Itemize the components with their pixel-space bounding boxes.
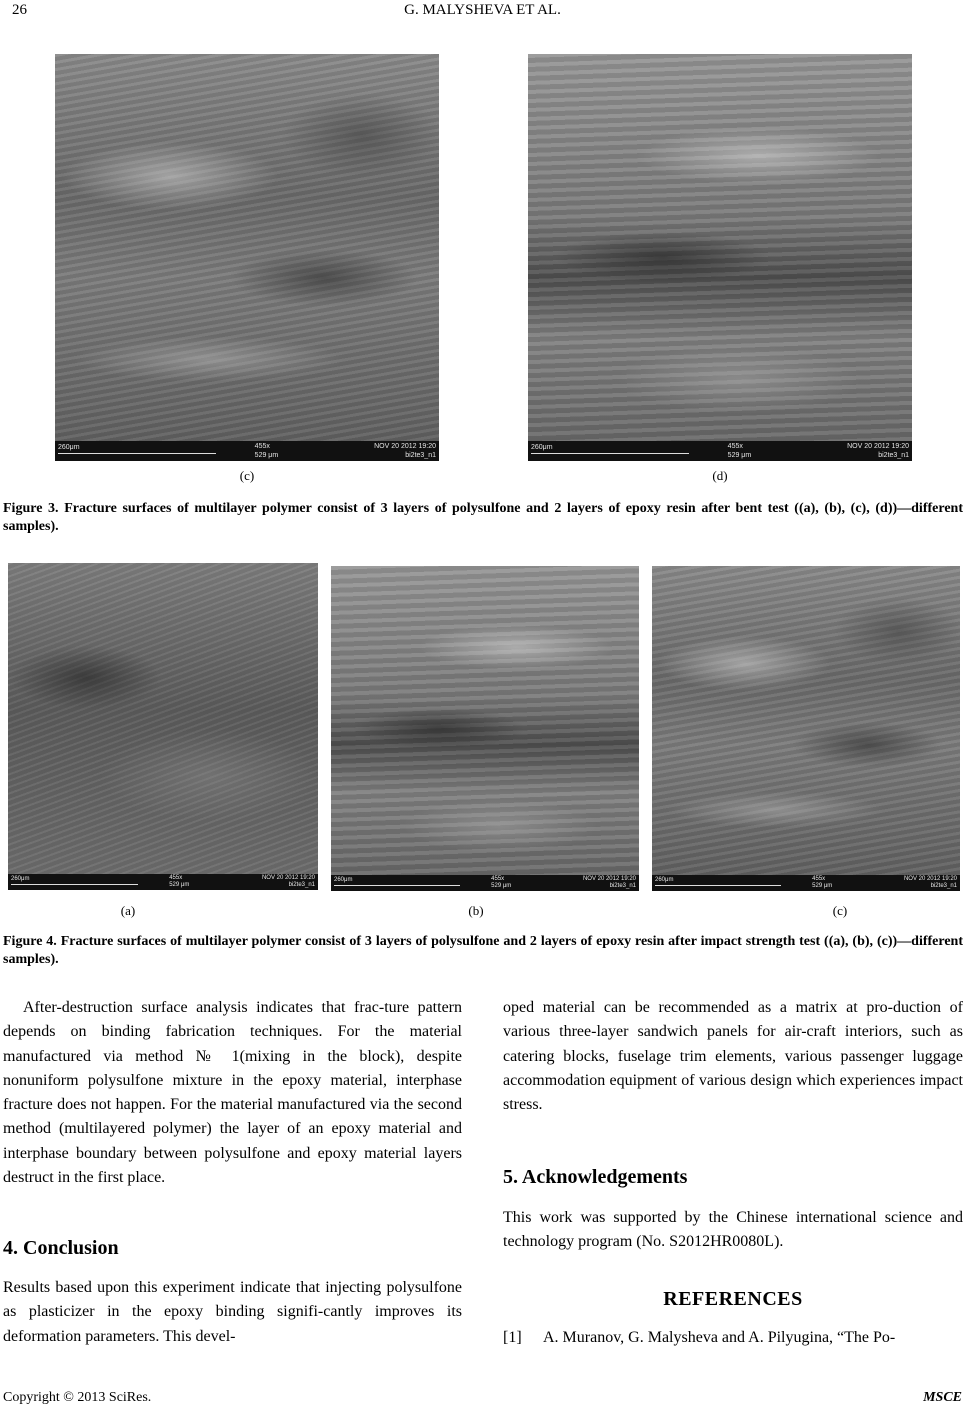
figure4-label-a: (a)	[120, 903, 136, 918]
figure3-panel-d-micrograph	[528, 54, 912, 461]
page-number: 26	[12, 2, 27, 18]
section-heading-conclusion: 4. Conclusion	[3, 1237, 119, 1259]
footer-copyright: Copyright © 2013 SciRes.	[3, 1390, 152, 1405]
section-heading-acknowledgements: 5. Acknowledgements	[503, 1166, 688, 1188]
figure4-label-c: (c)	[832, 903, 848, 918]
sem-info-bar: 260μm 455x 529 μm NOV 20 2012 19:20 bi2te3_n1	[528, 441, 912, 461]
paragraph-results: After-destruction surface analysis indicates that frac-ture pattern depends on binding fabrication techniques. For the material manufactured via method № 1(mixing in the block), despite nonuniform polysulfone mixture in the epoxy material, interphase fracture does not happen. For the material manufactured via the second method (multilayered polymer) the layer of an epoxy material and interphase boundary between polysulfone and epoxy material layers destruct in the first place.	[3, 999, 462, 1187]
running-title: G. MALYSHEVA ET AL.	[404, 2, 561, 18]
sem-info-bar: 260μm 455x 529 μm NOV 20 2012 19:20 bi2te3_n1	[652, 875, 960, 891]
sem-info-bar: 260μm 455x 529 μm NOV 20 2012 19:20 bi2te3_n1	[8, 874, 318, 890]
reference-number: [1]	[503, 1329, 522, 1346]
figure3-label-c: (c)	[239, 468, 255, 483]
paragraph-conclusion-continued: oped material can be recommended as a matrix at pro-duction of various three-layer sandwich panels for air-craft interiors, such as catering blocks, fuselage trim elements, various passenger luggage accommodation equipment of various design which experiences impact stress.	[503, 999, 963, 1114]
figure4-caption: Figure 4. Fracture surfaces of multilayer polymer consist of 3 layers of polysulfone and 2 layers of epoxy resin after impact strength test ((a), (b), (c))—different samples).	[3, 934, 963, 967]
figure4-panel-c-micrograph	[652, 566, 960, 891]
figure3-label-d: (d)	[712, 468, 728, 483]
sem-info-bar: 260μm 455x 529 μm NOV 20 2012 19:20 bi2te3_n1	[331, 875, 639, 891]
figure3-panel-c-micrograph	[55, 54, 439, 461]
footer-journal: MSCE	[923, 1390, 962, 1405]
figure3-caption: Figure 3. Fracture surfaces of multilayer polymer consist of 3 layers of polysulfone and 2 layers of epoxy resin after bent test ((a), (b), (c), (d))—different samples).	[3, 501, 963, 534]
sem-info-bar: 260μm 455x 529 μm NOV 20 2012 19:20 bi2te3_n1	[55, 441, 439, 461]
paragraph-conclusion: Results based upon this experiment indicate that injecting polysulfone as plasticizer in the epoxy binding signifi-cantly improves its deformation parameters. This devel-	[3, 1279, 462, 1345]
reference-text: A. Muranov, G. Malysheva and A. Pilyugina, “The Po-	[543, 1329, 896, 1346]
references-heading: REFERENCES	[663, 1288, 803, 1310]
figure4-label-b: (b)	[468, 903, 484, 918]
figure4-panel-b-micrograph	[331, 566, 639, 891]
reference-item	[503, 1326, 963, 1350]
figure4-panel-a-micrograph	[8, 563, 318, 890]
paragraph-acknowledgements: This work was supported by the Chinese international science and technology program (No. S2012HR0080L).	[503, 1209, 963, 1251]
